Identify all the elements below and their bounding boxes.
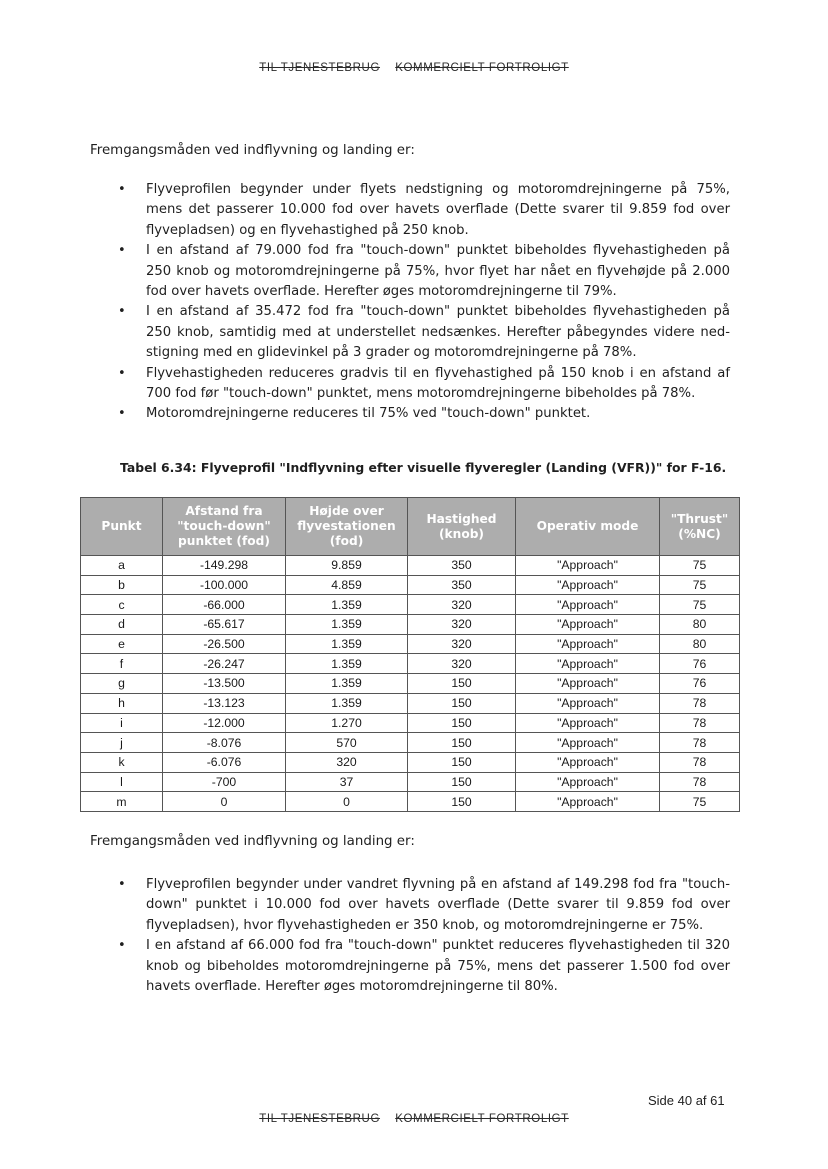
table-cell: -26.247 [163, 654, 286, 674]
table-cell: c [81, 595, 163, 615]
column-header-afstand: Afstand fra "touch-down" punktet (fod) [163, 498, 286, 556]
table-row [81, 615, 740, 635]
table-cell: d [81, 615, 163, 635]
table-caption: Tabel 6.34: Flyveprofil "Indflyvning efter visuelle flyveregler (Landing (VFR))" for F-16. [120, 460, 727, 475]
table-cell: 9.859 [286, 556, 408, 576]
table-cell: -149.298 [163, 556, 286, 576]
header-classification-right: KOMMERCIELT FORTROLIGT [395, 62, 569, 74]
table-cell: 4.859 [286, 575, 408, 595]
header-classification [0, 62, 828, 74]
table-cell: g [81, 674, 163, 694]
table-cell: "Approach" [516, 654, 660, 674]
footer-classification-right: KOMMERCIELT FORTROLIGT [395, 1113, 569, 1125]
table-cell: i [81, 713, 163, 733]
table-cell: 150 [408, 733, 516, 753]
section2-intro: Fremgangsmåden ved indflyvning og landing er: [90, 834, 415, 849]
table-cell: f [81, 654, 163, 674]
table-cell: 76 [660, 674, 740, 694]
table-row [81, 733, 740, 753]
list-item: • I en afstand af 35.472 fod fra "touch-down" punktet bibeholdes flyvehastigheden på 250 knob, samtidig med at understellet nedsænkes. Herefter påbegyndes videre ned-stigning med en glidevinkel på 3 grader og motoromdrejningerne på 78%. [118, 302, 730, 363]
table-cell: -13.500 [163, 674, 286, 694]
list-item: • Flyveprofilen begynder under flyets nedstigning og motoromdrejningerne på 75%, mens det passerer 10.000 fod over havets overflade (Dette svarer til 9.859 fod over flyvepladsen) og en flyvehastighed på 250 knob. [118, 180, 730, 241]
table-cell: 320 [408, 615, 516, 635]
column-header-thrust: "Thrust" (%NC) [660, 498, 740, 556]
table-row [81, 556, 740, 576]
table-cell: 78 [660, 713, 740, 733]
table-cell: 320 [408, 634, 516, 654]
table-cell: 78 [660, 733, 740, 753]
table-cell: -66.000 [163, 595, 286, 615]
table-row [81, 674, 740, 694]
table-cell: 320 [408, 595, 516, 615]
table-cell: b [81, 575, 163, 595]
table-cell: "Approach" [516, 733, 660, 753]
table-cell: 1.359 [286, 654, 408, 674]
table-cell: 320 [286, 752, 408, 772]
table-cell: 0 [163, 792, 286, 812]
section1-bullet-list [118, 180, 730, 425]
table-cell: "Approach" [516, 615, 660, 635]
table-cell: "Approach" [516, 772, 660, 792]
footer-classification [0, 1113, 828, 1125]
table-cell: -13.123 [163, 693, 286, 713]
table-cell: 1.359 [286, 595, 408, 615]
table-row [81, 634, 740, 654]
column-header-hoejde: Højde over flyvestationen (fod) [286, 498, 408, 556]
table-cell: j [81, 733, 163, 753]
table-cell: -65.617 [163, 615, 286, 635]
table-cell: "Approach" [516, 634, 660, 654]
table-cell: 75 [660, 575, 740, 595]
footer-classification-left: TIL TJENESTEBRUG [259, 1113, 381, 1125]
table-cell: "Approach" [516, 674, 660, 694]
table-cell: 37 [286, 772, 408, 792]
table-cell: e [81, 634, 163, 654]
table-header-row [81, 498, 740, 556]
table-cell: m [81, 792, 163, 812]
table-cell: -8.076 [163, 733, 286, 753]
table-cell: 1.359 [286, 634, 408, 654]
table-row [81, 595, 740, 615]
table-row [81, 575, 740, 595]
table-cell: "Approach" [516, 556, 660, 576]
table-cell: 0 [286, 792, 408, 812]
header-classification-left: TIL TJENESTEBRUG [259, 62, 381, 74]
flight-profile-table [80, 497, 740, 812]
table-row [81, 752, 740, 772]
table-row [81, 792, 740, 812]
table-cell: 150 [408, 792, 516, 812]
list-item: • Flyveprofilen begynder under vandret flyvning på en afstand af 149.298 fod fra "touch-down" punktet i 10.000 fod over havets overflade (Dette svarer til 9.859 fod over flyvepladsen), hvor flyvehastigheden er 350 knob, og motoromdrejningerne er 75%. [118, 875, 730, 936]
table-row [81, 654, 740, 674]
table-cell: -6.076 [163, 752, 286, 772]
section2-bullet-list [118, 875, 730, 997]
table-cell: "Approach" [516, 792, 660, 812]
table-cell: 76 [660, 654, 740, 674]
table-cell: l [81, 772, 163, 792]
table-cell: 150 [408, 772, 516, 792]
table-cell: -100.000 [163, 575, 286, 595]
table-cell: 75 [660, 556, 740, 576]
table-cell: h [81, 693, 163, 713]
table-row [81, 713, 740, 733]
table-cell: 78 [660, 772, 740, 792]
list-item: • I en afstand af 66.000 fod fra "touch-down" punktet reduceres flyvehastigheden til 320 knob og bibeholdes motoromdrejningerne på 75%, mens det passerer 1.500 fod over havets overflade. Herefter øges motoromdrejningerne til 80%. [118, 936, 730, 997]
table-cell: -26.500 [163, 634, 286, 654]
table-cell: 80 [660, 615, 740, 635]
list-item: • Flyvehastigheden reduceres gradvis til en flyvehastighed på 150 knob i en afstand af 700 fod før "touch-down" punktet, mens motoromdrejningerne bibeholdes på 78%. [118, 364, 730, 405]
table-cell: "Approach" [516, 595, 660, 615]
table-cell: 150 [408, 674, 516, 694]
table-cell: "Approach" [516, 713, 660, 733]
table-cell: 1.359 [286, 674, 408, 694]
page-number: Side 40 af 61 [648, 1093, 725, 1108]
table-cell: -700 [163, 772, 286, 792]
table-row [81, 693, 740, 713]
table-cell: 78 [660, 752, 740, 772]
table-cell: 150 [408, 713, 516, 733]
table-cell: 320 [408, 654, 516, 674]
table-cell: 350 [408, 556, 516, 576]
table-cell: 78 [660, 693, 740, 713]
table-cell: 1.359 [286, 693, 408, 713]
list-item: • I en afstand af 79.000 fod fra "touch-down" punktet bibeholdes flyvehastigheden på 250 knob og motoromdrejningerne på 75%, hvor flyet har nået en flyvehøjde på 2.000 fod over havets overflade. Herefter øges motoromdrejningerne til 79%. [118, 241, 730, 302]
table-cell: 1.270 [286, 713, 408, 733]
table-cell: "Approach" [516, 693, 660, 713]
column-header-operativ-mode: Operativ mode [516, 498, 660, 556]
table-cell: 150 [408, 752, 516, 772]
table-cell: 350 [408, 575, 516, 595]
table-cell: "Approach" [516, 752, 660, 772]
table-cell: -12.000 [163, 713, 286, 733]
table-cell: k [81, 752, 163, 772]
table-cell: 75 [660, 792, 740, 812]
table-row [81, 772, 740, 792]
table-cell: 150 [408, 693, 516, 713]
table-cell: 1.359 [286, 615, 408, 635]
list-item: • Motoromdrejningerne reduceres til 75% ved "touch-down" punktet. [118, 404, 730, 424]
table-cell: "Approach" [516, 575, 660, 595]
section1-intro: Fremgangsmåden ved indflyvning og landing er: [90, 143, 415, 158]
table-cell: 80 [660, 634, 740, 654]
table-cell: 570 [286, 733, 408, 753]
table-cell: 75 [660, 595, 740, 615]
column-header-punkt: Punkt [81, 498, 163, 556]
table-cell: a [81, 556, 163, 576]
column-header-hastighed: Hastighed (knob) [408, 498, 516, 556]
